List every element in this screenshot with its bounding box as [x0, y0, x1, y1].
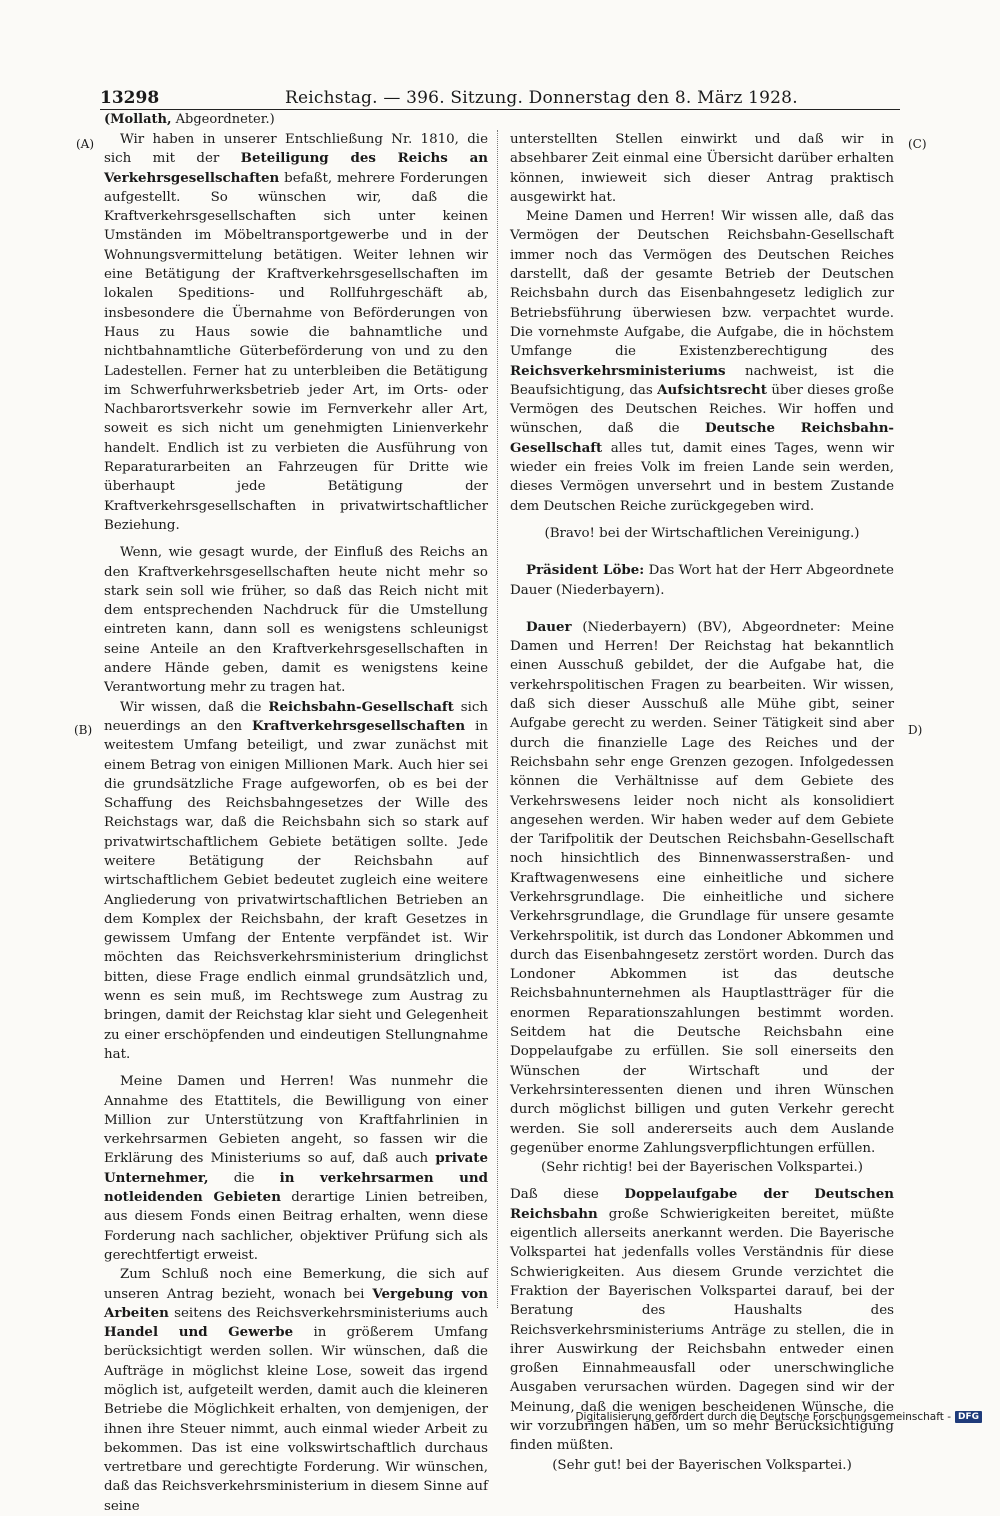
continued-speaker — [104, 111, 275, 128]
speaker-name: (Mollath, — [104, 112, 172, 127]
paragraph: Daß diese Doppelaufgabe der Deutschen Reichsbahn große Schwierigkeiten bereitet, müßte eigentlich allerseits anerkannt werden. Die Bayerische Volkspartei hat jedenfalls volles Verständnis für diese Schwierigkeiten. Aus diesem Grunde verzichtet die Fraktion der Bayerischen Volkspartei darauf, bei der Beratung des Haushalts des Reichsverkehrsministeriums Anträge zu stellen, die in ihrer Auswirkung der Reichsbahn entweder einen großen Einnahmeausfall oder unerschwingliche Ausgaben verursachen würden. Dagegen sind wir der Meinung, daß die wenigen bescheidenen Wünsche, die wir vorzubringen haben, um so mehr Berücksichtigung finden müßten. — [510, 1186, 894, 1454]
margin-marker-a: (A) — [76, 137, 95, 151]
paragraph: Wir wissen, daß die Reichsbahn-Gesellschaft sich neuerdings an den Kraftverkehrsgesellschaften in weitestem Umfang beteiligt, und zwar zunächst mit einem Betrag von einigen Millionen Mark. Auch hier sei die grundsätzliche Frage aufgeworfen, ob es bei der Schaffung des Reichsbahngesetzes der Wille des Reichstags war, daß die Reichsbahn sich so stark auf privatwirtschaftlichem Gebiete betätigen sollte. Jede weitere Betätigung der Reichsbahn auf wirtschaftlichem Gebiet bedeutet zugleich eine weitere Angliederung von privatwirtschaftlichen Betrieben an dem Komplex der Reichsbahn, der kraft Gesetzes in gewissem Umfang der Entente verpfändet ist. Wir möchten das Reichsverkehrsministerium dringlichst bitten, diese Frage endlich einmal grundsätzlich und, wenn es sein muß, im Rechtswege zum Austrag zu bringen, damit der Reichstag klar sieht und Gelegenheit zu einer erschöpfenden und eindeutigen Stellungnahme hat. — [104, 698, 488, 1062]
left-column — [104, 130, 488, 1516]
interjection: (Bravo! bei der Wirtschaftlichen Vereinigung.) — [544, 525, 860, 541]
margin-marker-c: (C) — [908, 137, 927, 151]
right-column — [510, 130, 894, 1475]
interjection: (Sehr richtig! bei der Bayerischen Volkspartei.) — [540, 1160, 864, 1176]
interjection: (Sehr gut! bei der Bayerischen Volkspartei.) — [552, 1457, 852, 1473]
paragraph: Meine Damen und Herren! Wir wissen alle, daß das Vermögen der Deutschen Reichsbahn-Gesellschaft immer noch das Vermögen des Deutschen Reiches darstellt, daß der gesamte Betrieb der Deutschen Reichsbahn durch das Eisenbahngesetz lediglich zur Betriebsführung überwiesen bzw. verpachtet wurde. Die vornehmste Aufgabe, die Aufgabe, die in höchstem Umfange die Existenzberechtigung des Reichsverkehrsministeriums nachweist, ist die Beaufsichtigung, das Aufsichtsrecht über dieses große Vermögen des Deutschen Reiches. Wir hoffen und wünschen, daß die Deutsche Reichsbahn-Gesellschaft alles tut, damit eines Tages, wenn wir wieder ein freies Volk im freien Lande sein werden, dieses Vermögen unversehrt und in bestem Zustande dem Deutschen Reiche zurückgegeben wird. — [510, 209, 894, 514]
dfg-logo-icon: DFG — [955, 1411, 982, 1423]
president-statement: Präsident Löbe: Das Wort hat der Herr Abgeordnete Dauer (Niederbayern). — [510, 562, 894, 598]
footer-text: Digitalisierung gefördert durch die Deutsche Forschungsgemeinschaft - — [575, 1411, 951, 1423]
speech-paragraph: Dauer (Niederbayern) (BV), Abgeordneter: Meine Damen und Herren! Der Reichstag hat bekanntlich einen Ausschuß gebildet, der die Aufgabe hat, die verkehrspolitischen Fragen zu bearbeiten. Wir wissen, daß sich dieser Ausschuß alle Mühe gibt, seiner Aufgabe gerecht zu werden. Seiner Tätigkeit sind aber durch die finanzielle Lage des Reiches und der Reichsbahn sehr enge Grenzen gezogen. Infolgedessen können die Verhältnisse auf dem Gebiete des Verkehrswesens leider noch nicht als konsolidiert angesehen werden. Wir haben weder auf dem Gebiete der Tarifpolitik der Deutschen Reichsbahn-Gesellschaft noch hinsichtlich des Binnenwasserstraßen- und Kraftwagenwesens eine einheitliche und sichere Verkehrsgrundlage. Die einheitliche und sichere Verkehrsgrundlage, die Grundlage für unsere gesamte Verkehrspolitik, ist durch das Londoner Abkommen und durch das Eisenbahngesetz zerstört worden. Durch das Londoner Abkommen ist das deutsche Reichsbahnunternehmen als Hauptlastträger für die enormen Reparationszahlungen bestimmt worden. Seitdem hat die Deutsche Reichsbahn eine Doppelaufgabe zu erfüllen. Sie soll einerseits den Wünschen der Wirtschaft und der Verkehrsinteressenten dienen und ihren Wünschen durch möglichst billigen und guten Verkehr gerecht werden. Sie soll andererseits auch dem Auslande gegenüber enorme Zahlungsverpflichtungen erfüllen. — [510, 618, 894, 1156]
paragraph: Zum Schluß noch eine Bemerkung, die sich auf unseren Antrag bezieht, wonach bei Vergebung von Arbeiten seitens des Reichsverkehrsministeriums auch Handel und Gewerbe in größerem Umfang berücksichtigt werden sollen. Wir wünschen, daß die Aufträge in möglichst kleine Lose, soweit das irgend möglich ist, aufgeteilt werden, damit auch die kleineren Betriebe die Möglichkeit erhalten, von demjenigen, der ihnen ihre Steuer nimmt, auch einmal wieder Arbeit zu bekommen. Das ist eine volkswirtschaftlich durchaus vertretbare und gerechtigte Forderung. Wir wünschen, daß das Reichsverkehrsministerium in diesem Sinne auf seine — [104, 1267, 488, 1514]
paragraph: Wir haben in unserer Entschließung Nr. 1810, die sich mit der Beteiligung des Reichs an Verkehrsgesellschaften befaßt, mehrere Forderungen aufgestellt. So wünschen wir, daß die Kraftverkehrsgesellschaften sich unter keinen Umständen im Möbeltransportgewerbe und in der Wohnungsvermittelung betätigen. Weiter lehnen wir eine Betätigung der Kraftverkehrsgesellschaften im lokalen Speditions- und Rollfuhrgeschäft ab, insbesondere die Übernahme von Beförderungen von Haus zu Haus sowie die bahnamtliche und nichtbahnamtliche Güterbeförderung von und zu den Ladestellen. Ferner hat zu unterbleiben die Betätigung im Schwerfuhrwerksbetrieb jeder Art, im Orts- oder Nachbarortsverkehr sowie im Fernverkehr aller Art, soweit es sich nicht um genehmigten Linienverkehr handelt. Endlich ist zu verbieten die Ausführung von Reparaturarbeiten an Fahrzeugen für Dritte wie überhaupt jede Betätigung der Kraftverkehrsgesellschaften in privatwirtschaftlicher Beziehung. — [104, 132, 489, 533]
column-divider — [497, 130, 498, 1308]
paragraph: Meine Damen und Herren! Was nunmehr die Annahme des Etattitels, die Bewilligung von einer Million zur Unterstützung von Kraftfahrlinien in verkehrsarmen Gebieten angeht, so fassen wir die Erklärung des Ministeriums so auf, daß auch private Unternehmer, die in verkehrsarmen und notleidenden Gebieten derartige Linien betreiben, aus diesem Fonds einen Beitrag erhalten, wenn diese Forderung nach sachlicher, objektiver Prüfung sich als gerechtfertigt erweist. — [104, 1074, 488, 1263]
header-rule — [100, 109, 900, 110]
page-title: Reichstag. — 396. Sitzung. Donnerstag den 8. März 1928. — [285, 88, 798, 108]
speaker-role: Abgeordneter.) — [175, 112, 275, 127]
paragraph: unterstellten Stellen einwirkt und daß wir in absehbarer Zeit einmal eine Übersicht darüber erhalten können, inwieweit sich dieser Antrag praktisch ausgewirkt hat. — [510, 132, 894, 205]
page-number: 13298 — [100, 88, 160, 108]
page-header — [100, 86, 900, 110]
margin-marker-b: (B) — [74, 723, 93, 737]
margin-marker-d: D) — [908, 723, 923, 737]
paragraph: Wenn, wie gesagt wurde, der Einfluß des Reichs an den Kraftverkehrsgesellschaften heute nicht mehr so stark sein soll wie früher, so daß das Reich nicht mit dem entsprechenden Nachdruck für die Umstellung eintreten kann, dann soll es wenigstens schleunigst seine Anteile an den Kraftverkehrsgesellschaften in andere Hände geben, damit es wenigstens keine Verantwortung mehr zu tragen hat. — [104, 545, 488, 696]
footer-credit — [575, 1410, 982, 1424]
